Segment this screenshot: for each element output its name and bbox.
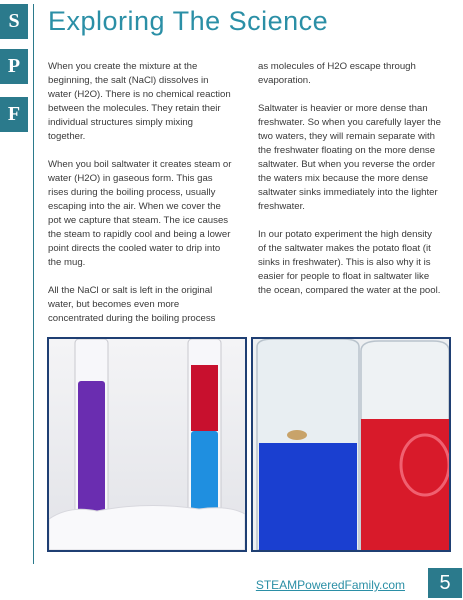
sidebar-divider [33, 4, 34, 564]
test-tubes-photo [47, 337, 247, 552]
sidebar-letter-p: P [0, 49, 28, 84]
blue-liquid [191, 431, 218, 513]
paragraph: When you boil saltwater it creates steam or water (H2O) in gaseous form. This gas rises during the boiling process, usually escaping into the air. When we cover the pot we capture that steam. The ice causes the steam to rapidly cool and being a lower point directs the cooled water to drip into the mug. [48, 159, 232, 268]
sidebar-letter-s: S [0, 4, 28, 39]
paragraph: as molecules of H2O escape through evaporation. [258, 61, 416, 86]
purple-liquid [78, 381, 105, 513]
page-title: Exploring The Science [48, 6, 329, 36]
mason-jars-photo [251, 337, 451, 552]
paragraph: Saltwater is heavier or more dense than freshwater. So when you carefully layer the two waters, they will remain separate with the freshwater floating on the more dense saltwater. But when you reverse the order the waters mix because the more dense saltwater sinks immediately into the lighter freshwater. [258, 103, 441, 212]
red-liquid [191, 365, 218, 431]
page-number: 5 [428, 568, 462, 598]
sidebar-letter-f: F [0, 97, 28, 132]
footer-website-link[interactable]: STEAMPoweredFamily.com [255, 578, 405, 592]
text-column-right [258, 60, 442, 312]
blue-water [259, 443, 357, 550]
paragraph: When you create the mixture at the beginning, the salt (NaCl) dissolves in water (H2O). There is no chemical reaction between the molecules. They retain their individual structures simply mixing together. [48, 61, 231, 142]
paragraph: All the NaCl or salt is left in the original water, but becomes even more concentrated during the boiling process [48, 285, 216, 324]
text-column-left [48, 60, 232, 340]
paragraph: In our potato experiment the high density of the saltwater makes the potato float (it sinks in freshwater). This is also why it is easier for people to float in saltwater like the ocean, compared the water at the pool. [258, 229, 441, 296]
